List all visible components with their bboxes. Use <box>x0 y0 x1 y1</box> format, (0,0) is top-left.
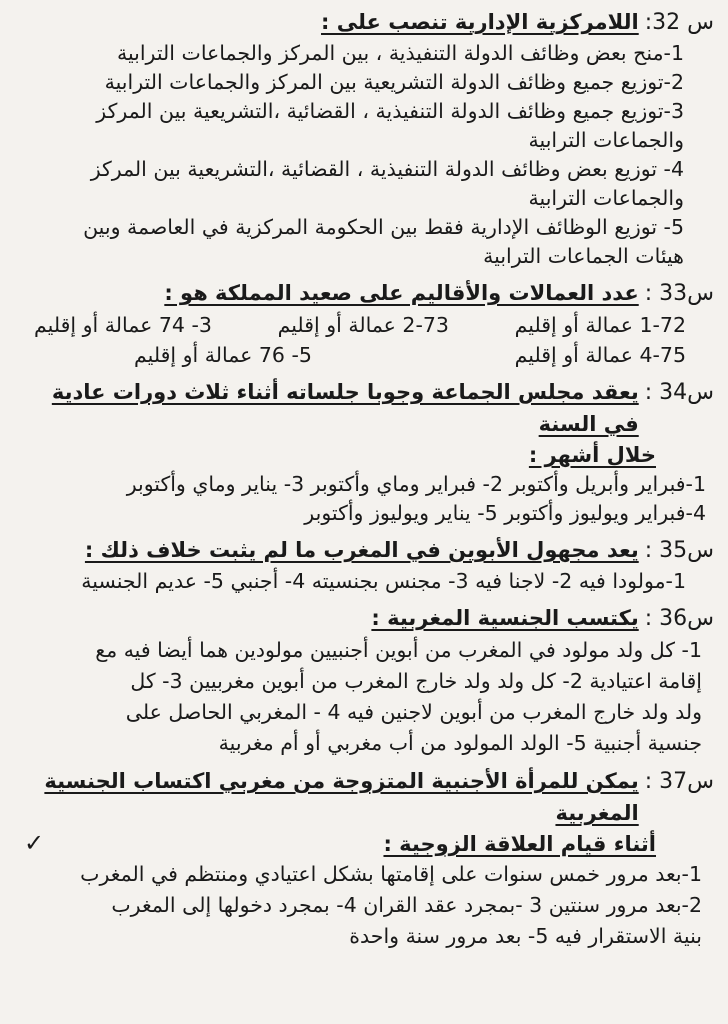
option-line: إقامة اعتيادية 2- كل ولد ولد خارج المغرب من أبوين مغربيين 3- كل <box>130 669 702 693</box>
question-title: اللامركزية الإدارية تنصب على : <box>321 10 639 34</box>
option: 5- 76 عمالة أو إقليم <box>134 343 312 367</box>
question-title-continuation: خلال أشهر : <box>528 443 656 467</box>
option: 1-فبراير وأبريل وأكتوبر 2- فبراير وماي وأكتوبر 3- يناير وماي وأكتوبر <box>126 472 706 496</box>
question-33 <box>14 277 714 370</box>
option-line: جنسية أجنبية 5- الولد المولود من أب مغربي أو أم مغربية <box>218 731 702 755</box>
option-line: بنية الاستقرار فيه 5- بعد مرور سنة واحدة <box>349 924 702 948</box>
question-number: س35 : <box>644 538 714 563</box>
options-row <box>14 340 714 370</box>
option: 3- 74 عمالة أو إقليم <box>34 313 212 337</box>
question-35 <box>14 534 714 596</box>
question-title: يعد مجهول الأبوين في المغرب ما لم يثبت خلاف ذلك : <box>84 538 639 562</box>
option: 1-منح بعض وظائف الدولة التنفيذية ، بين المركز والجماعات الترابية <box>116 41 684 65</box>
option-line: 1- كل ولد مولود في المغرب من أبوين أجنبيين مولودين هما أيضا فيه مع <box>95 638 702 662</box>
question-title: عدد العمالات والأقاليم على صعيد المملكة هو : <box>164 281 639 305</box>
question-header <box>14 534 714 567</box>
option-line: 2-بعد مرور سنتين 3 -بمجرد عقد القران 4- بمجرد دخولها إلى المغرب <box>111 893 702 917</box>
question-title-continuation: أثناء قيام العلاقة الزوجية : <box>383 832 656 856</box>
question-32 <box>14 6 714 271</box>
option-line: ولد ولد خارج المغرب من أبوين لاجنين فيه 4 - المغربي الحاصل على <box>125 700 702 724</box>
option: 1-72 عمالة أو إقليم <box>514 313 686 337</box>
question-title: يعقد مجلس الجماعة وجوبا جلساته أثناء ثلاث دورات عادية في السنة <box>51 380 639 436</box>
question-header <box>14 765 714 829</box>
question-number: س34 : <box>644 380 714 405</box>
option-line: 1-بعد مرور خمس سنوات على إقامتها بشكل اعتيادي ومنتظم في المغرب <box>80 862 702 886</box>
question-title: يمكن للمرأة الأجنبية المتزوجة من مغربي اكتساب الجنسية المغربية <box>44 769 639 825</box>
question-37 <box>14 765 714 952</box>
checkmark-icon: ✓ <box>24 829 45 857</box>
option: 5- توزيع الوظائف الإدارية فقط بين الحكومة المركزية في العاصمة وبين <box>83 215 684 239</box>
option: 4-فبراير ويوليوز وأكتوبر 5- يناير ويوليوز وأكتوبر <box>304 501 706 525</box>
question-header <box>14 277 714 310</box>
option-continuation: والجماعات الترابية <box>528 186 684 210</box>
question-34 <box>14 376 714 528</box>
option: 4- توزيع بعض وظائف الدولة التنفيذية ، القضائية ،التشريعية بين المركز <box>90 157 684 181</box>
question-36 <box>14 602 714 759</box>
options-row <box>14 310 714 340</box>
option: 2-توزيع جميع وظائف الدولة التشريعية بين المركز والجماعات الترابية <box>104 70 684 94</box>
option: 1-مولودا فيه 2- لاجنا فيه 3- مجنس بجنسيته 4- أجنبي 5- عديم الجنسية <box>81 569 686 593</box>
option-continuation: هيئات الجماعات الترابية <box>483 244 684 268</box>
question-header <box>14 376 714 440</box>
option: 2-73 عمالة أو إقليم <box>277 313 449 337</box>
question-number: س 32: <box>644 10 714 35</box>
option: 4-75 عمالة أو إقليم <box>514 343 686 367</box>
question-header <box>14 602 714 635</box>
question-number: س36 : <box>644 606 714 631</box>
question-number: س33 : <box>644 281 714 306</box>
option-continuation: والجماعات الترابية <box>528 128 684 152</box>
question-number: س37 : <box>644 769 714 794</box>
question-title: يكتسب الجنسية المغربية : <box>371 606 639 630</box>
option: 3-توزيع جميع وظائف الدولة التنفيذية ، القضائية ،التشريعية بين المركز <box>96 99 684 123</box>
question-header <box>14 6 714 39</box>
